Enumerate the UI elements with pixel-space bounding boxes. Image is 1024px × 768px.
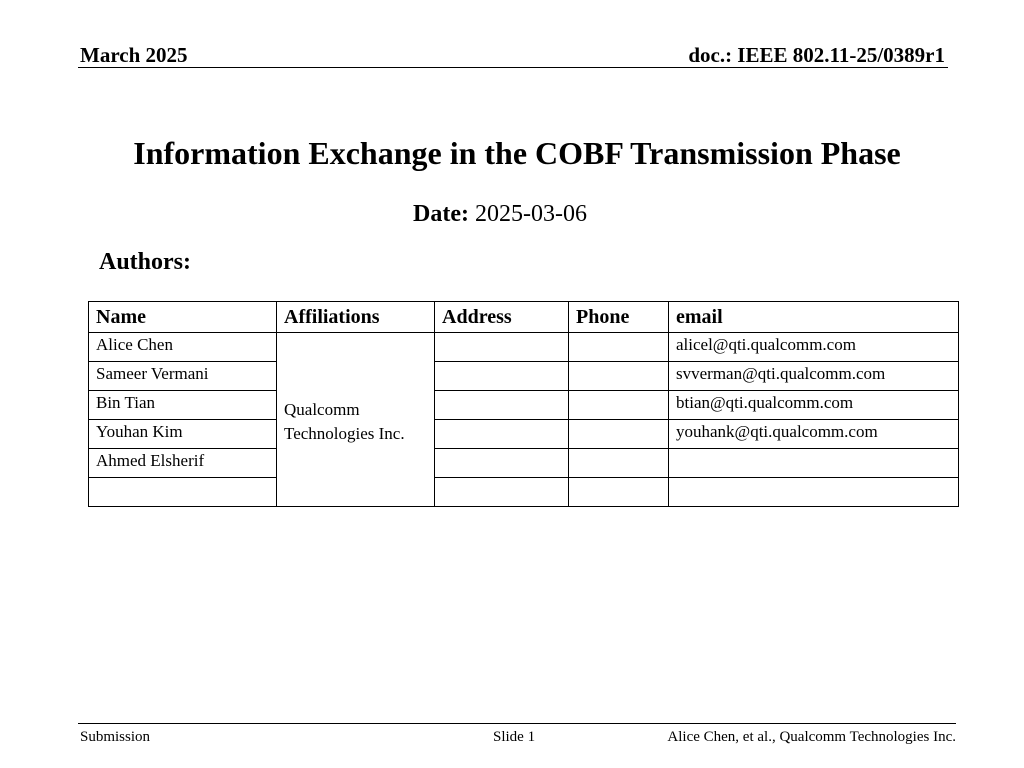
slide-title: Information Exchange in the COBF Transmission Phase (133, 135, 901, 171)
footer-authors: Alice Chen, et al., Qualcomm Technologies Inc. (667, 729, 956, 745)
author-email: alicel@qti.qualcomm.com (669, 333, 959, 362)
authors-heading: Authors: (99, 249, 192, 275)
column-header-affiliations: Affiliations (277, 302, 435, 333)
author-phone (569, 362, 669, 391)
author-email: btian@qti.qualcomm.com (669, 391, 959, 420)
author-email (669, 449, 959, 478)
authors-table (88, 301, 959, 507)
author-email (669, 478, 959, 507)
column-header-name: Name (89, 302, 277, 333)
table-row (89, 362, 959, 391)
date-label: Date: (413, 201, 469, 227)
presentation-date (0, 198, 1000, 230)
author-name: Sameer Vermani (89, 362, 277, 391)
author-address (435, 420, 569, 449)
header-date: March 2025 (80, 43, 188, 67)
author-name: Alice Chen (89, 333, 277, 362)
author-phone (569, 420, 669, 449)
author-phone (569, 333, 669, 362)
column-header-phone: Phone (569, 302, 669, 333)
author-name: Ahmed Elsherif (89, 449, 277, 478)
footer-submission: Submission (80, 729, 151, 745)
author-address (435, 362, 569, 391)
column-header-email: email (669, 302, 959, 333)
author-address (435, 478, 569, 507)
author-affiliation (277, 333, 435, 507)
column-header-address: Address (435, 302, 569, 333)
table-row (89, 420, 959, 449)
footer-divider (78, 723, 956, 724)
table-row (89, 333, 959, 362)
author-phone (569, 391, 669, 420)
affiliation-line: Qualcomm (284, 399, 360, 419)
author-phone (569, 478, 669, 507)
table-row (89, 391, 959, 420)
author-phone (569, 449, 669, 478)
date-value: 2025-03-06 (474, 201, 587, 227)
author-email: svverman@qti.qualcomm.com (669, 362, 959, 391)
author-address (435, 391, 569, 420)
author-address (435, 333, 569, 362)
author-name: Bin Tian (89, 391, 277, 420)
author-name: Youhan Kim (89, 420, 277, 449)
author-name (89, 478, 277, 507)
table-header-row (89, 302, 959, 333)
header-divider (78, 67, 948, 68)
table-row (89, 449, 959, 478)
affiliation-line: Technologies Inc. (284, 423, 405, 443)
table-row (89, 478, 959, 507)
author-email: youhank@qti.qualcomm.com (669, 420, 959, 449)
author-address (435, 449, 569, 478)
footer-slide-number: Slide 1 (493, 729, 536, 745)
header-doc-number: doc.: IEEE 802.11-25/0389r1 (688, 43, 945, 67)
